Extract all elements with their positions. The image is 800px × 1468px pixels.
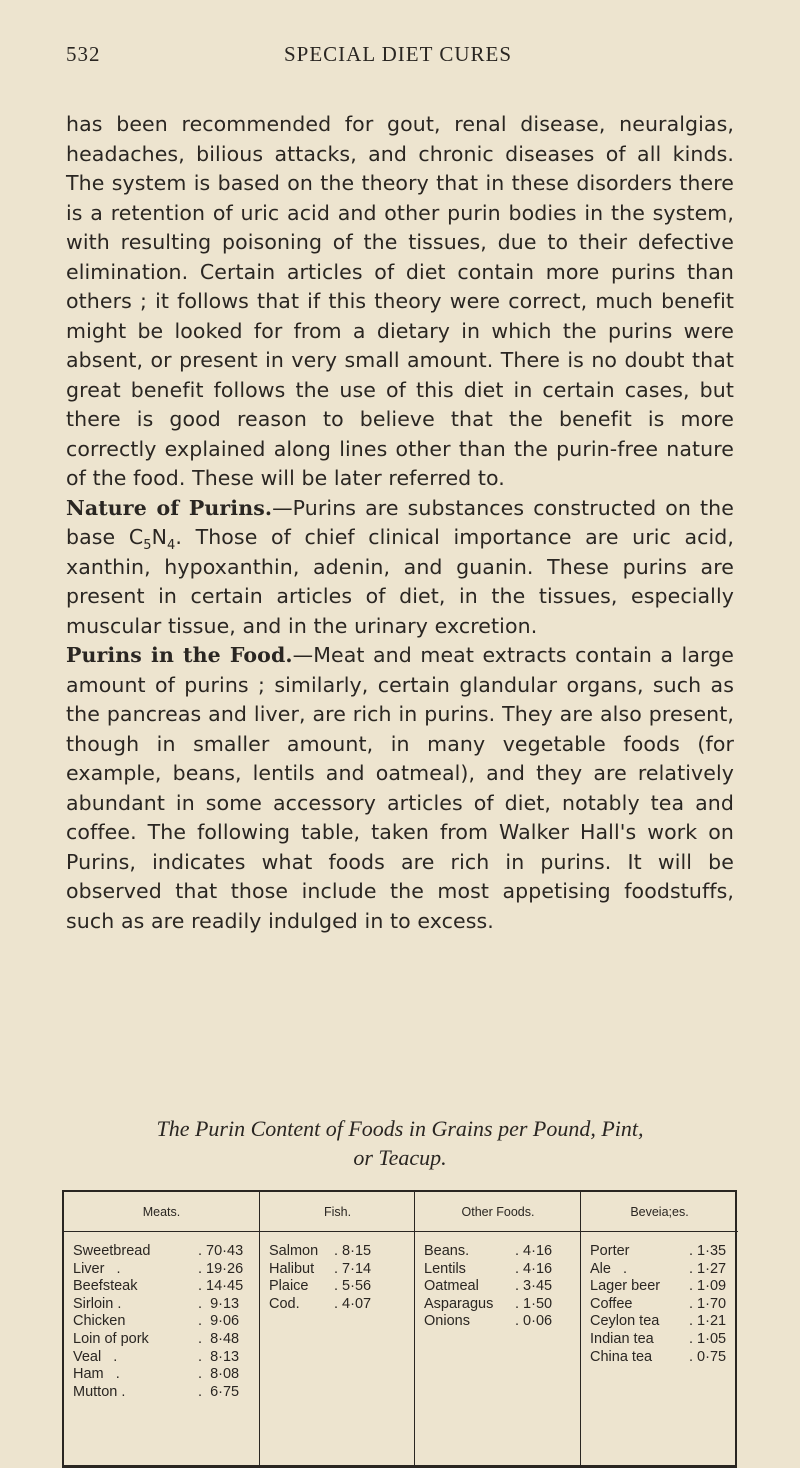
purin-value: . 6·75 [198,1383,240,1400]
paragraph-text: . Those of chief clinical importance are uric acid, xanthin, hypoxanthin, adenin, and guanin. These purins are present in certain articles of diet, in the tissues, especially muscular tissue, and in the urinary excretion. [66,525,735,638]
table-row [424,1313,581,1331]
paragraph-text: —Meat and meat extracts contain a large amount of purins ; similarly, certain glandular organs, such as the pancreas and liver, are rich in purins. They are also present, though in smaller amount, in many vegetable foods (for example, beans, lentils and oatmeal), and they are relatively abundant in some accessory articles of diet, notably tea and coffee. The following table, taken from Walker Hall's work on Purins, indicates what foods are rich in purins. It will be observed that those include the most appetising foodstuffs, such as are readily indulged in to excess. [66,643,735,933]
food-name: Indian tea [590,1330,654,1347]
table-row [73,1366,259,1384]
purin-value: . 4·16 [515,1243,553,1259]
running-title: SPECIAL DIET CURES [283,42,513,66]
purin-value: . 3·45 [515,1278,553,1295]
section-heading: Nature of Purins. [66,495,273,520]
food-name: Oatmeal [424,1278,479,1295]
purin-value: . 8·15 [334,1243,372,1259]
table-row [590,1278,738,1296]
purin-value: . 1·05 [689,1330,727,1347]
column-body [260,1232,415,1313]
food-name: China tea [590,1348,653,1365]
table-row [424,1261,581,1279]
running-head [66,42,730,72]
purin-value: . 1·70 [689,1295,727,1312]
table-row [590,1331,738,1349]
food-name: Salmon [269,1243,319,1259]
column-header-meats: Meats. [64,1192,259,1232]
purin-value: . 0·06 [515,1313,553,1330]
purin-value: . 14·45 [198,1278,244,1295]
column-header-other-foods: Other Foods. [415,1192,581,1232]
table-row [73,1296,259,1314]
paragraph-1: has been recommended for gout, renal disease, neuralgias, headaches, bilious attacks, and chronic diseases of all kinds. The system is based on the theory that in these disorders there is a retention of uric acid and other purin bodies in the system, with resulting poisoning of the tissues, due to their defective elimination. Certain articles of diet contain more purins than others ; it follows that if this theory were correct, much benefit might be looked for from a dietary in which the purins were absent, or present in very small amount. There is no doubt that great benefit follows the use of this diet in certain cases, but there is good reason to believe that the benefit is more correctly explained along lines other than the purin-free nature of the food. These will be later referred to. [66,112,734,490]
paragraph-text: —Purins are substances constructed on the base [66,495,734,549]
purin-value: . 4·07 [334,1295,372,1312]
column-body [415,1232,581,1331]
table-caption [66,1114,734,1172]
purin-value: . 8·13 [198,1348,240,1365]
paragraph-purins-in-food [66,641,734,936]
table-row [590,1261,738,1279]
food-name: Beans. [424,1243,470,1259]
fish-column [259,1192,415,1465]
meats-column [64,1192,259,1465]
purin-value: . 1·27 [689,1260,727,1277]
food-name: Onions [424,1313,470,1330]
purin-value: . 8·08 [198,1366,240,1383]
food-name: Chicken [73,1313,126,1330]
food-name: Halibut [269,1260,315,1277]
table-caption-line-1: The Purin Content of Foods in Grains per Pound, Pint, [156,1116,644,1141]
food-name: Porter [590,1243,630,1259]
column-header-beverages: Beveia;es. [581,1192,738,1232]
purin-value: . 19·26 [198,1260,244,1277]
purin-value: . 0·75 [689,1348,727,1365]
purin-value: . 5·56 [334,1278,372,1295]
food-name: Liver . [73,1260,121,1277]
food-name: Loin of pork [73,1330,149,1347]
table-caption-line-2: or Teacup. [353,1145,447,1170]
food-name: Plaice [269,1278,309,1295]
food-name: Ceylon tea [590,1313,660,1330]
table-row [73,1349,259,1367]
beverages-column [580,1192,738,1465]
food-name: Mutton . [73,1383,126,1400]
purin-value: . 1·21 [689,1313,727,1330]
page-number: 532 [66,42,101,66]
column-body [64,1232,259,1401]
table-row [424,1278,581,1296]
table-row [73,1278,259,1296]
food-name: Cod. [269,1295,300,1312]
table-row [590,1243,738,1261]
purin-value: . 1·50 [515,1295,553,1312]
body-text [66,110,734,936]
food-name: Beefsteak [73,1278,138,1295]
table-row [424,1243,581,1261]
table-row [590,1313,738,1331]
table-row [424,1296,581,1314]
column-body [581,1232,738,1366]
table-row [269,1278,415,1296]
table-row [73,1243,259,1261]
section-heading: Purins in the Food. [66,643,293,667]
table-row [590,1296,738,1314]
purin-value: . 1·35 [689,1243,727,1259]
purin-value: . 9·06 [198,1313,240,1330]
table-row [590,1349,738,1367]
food-name: Veal . [73,1348,118,1365]
table-row [73,1384,259,1402]
table-row [73,1261,259,1279]
paragraph-nature-of-purins [66,494,734,642]
table-row [269,1243,415,1261]
food-name: Ham . [73,1366,120,1383]
table-row [73,1313,259,1331]
food-name: Sweetbread [73,1243,151,1259]
food-name: Lager beer [590,1278,661,1295]
purin-value: . 8·48 [198,1330,240,1347]
purin-content-table [62,1190,737,1468]
other-foods-column [414,1192,581,1465]
chemical-formula: $C_5N_4$ [128,525,176,554]
purin-value: . 9·13 [198,1295,240,1312]
food-name: Coffee [590,1295,633,1312]
purin-value: . 4·16 [515,1260,553,1277]
purin-value: . 7·14 [334,1260,372,1277]
table-row [73,1331,259,1349]
food-name: Ale . [590,1260,628,1277]
food-name: Asparagus [424,1295,494,1312]
food-name: Sirloin . [73,1295,122,1312]
column-header-fish: Fish. [260,1192,415,1232]
food-name: Lentils [424,1260,466,1277]
table-row [269,1261,415,1279]
purin-value: . 1·09 [689,1278,727,1295]
purin-value: . 70·43 [198,1243,244,1259]
table-row [269,1296,415,1314]
